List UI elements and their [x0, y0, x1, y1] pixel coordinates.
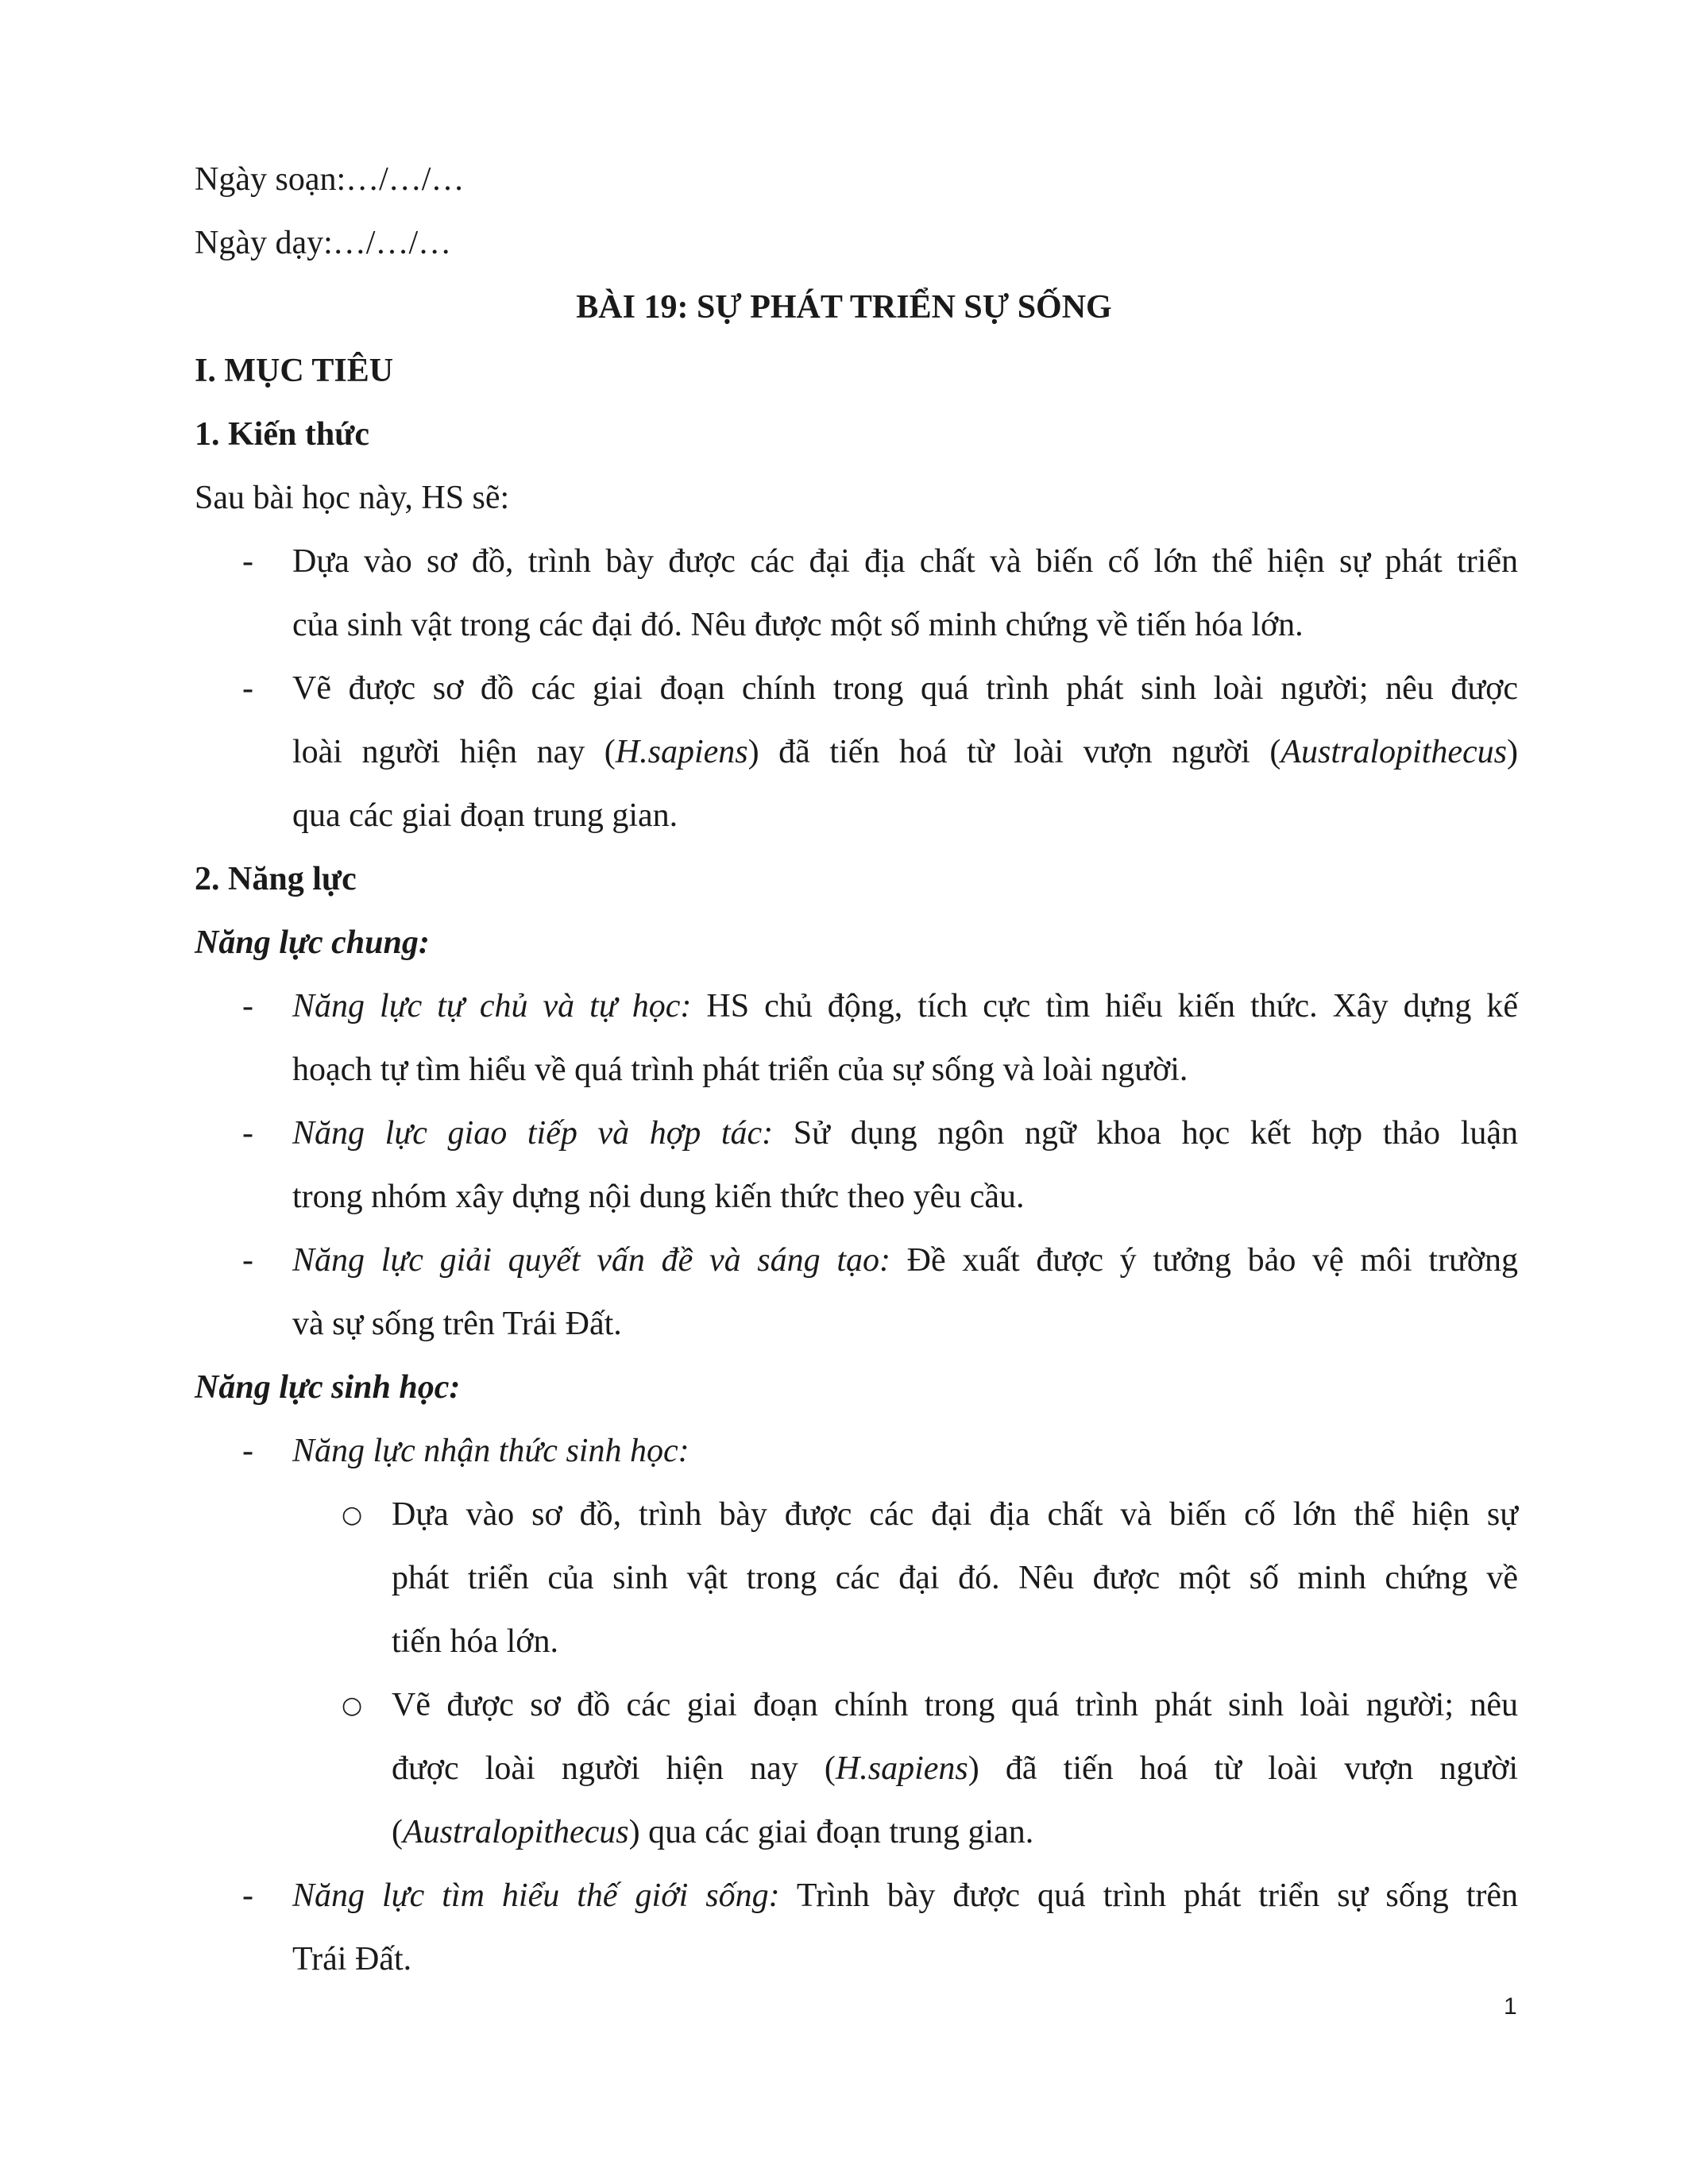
nl-sinhhoc1b-line1: Vẽ được sơ đồ các giai đoạn chính trong quá trình phát sinh loài người; nêu [392, 1687, 1518, 1723]
bullet-dash: - [242, 670, 253, 707]
bullet-dash: - [242, 1115, 253, 1152]
heading-nang-luc-chung: Năng lực chung: [195, 924, 430, 961]
nl-chung1-line2: hoạch tự tìm hiểu về quá trình phát triển của sự sống và loài người. [292, 1051, 1188, 1088]
ngay-soan: Ngày soạn:…/…/… [195, 161, 465, 198]
nl-chung1-line1: Năng lực tự chủ và tự học: HS chủ động, tích cực tìm hiểu kiến thức. Xây dựng kế [292, 988, 1519, 1024]
intro-text: Sau bài học này, HS sẽ: [195, 480, 510, 516]
nl-sinhhoc1a-line3: tiến hóa lớn. [392, 1623, 558, 1660]
kt-bullet2-line1: Vẽ được sơ đồ các giai đoạn chính trong quá trình phát sinh loài người; nêu được [292, 670, 1518, 707]
bullet-dash: - [242, 988, 253, 1024]
ngay-day: Ngày dạy:…/…/… [195, 225, 452, 261]
nl-chung2-line2: trong nhóm xây dựng nội dung kiến thức theo yêu cầu. [292, 1179, 1025, 1215]
nl-sinhhoc1b-line3: (Australopithecus) qua các giai đoạn trung gian. [392, 1814, 1034, 1850]
nl-sinhhoc1a-line1: Dựa vào sơ đồ, trình bày được các đại địa chất và biến cố lớn thể hiện sự [392, 1496, 1518, 1533]
nl-sinhhoc1b-line2: được loài người hiện nay (H.sapiens) đã tiến hoá từ loài vượn người [392, 1750, 1518, 1787]
bullet-circle: ○ [342, 1692, 363, 1719]
bullet-dash: - [242, 543, 253, 580]
bullet-circle: ○ [342, 1501, 363, 1529]
kt-bullet1-line1: Dựa vào sơ đồ, trình bày được các đại địa chất và biến cố lớn thể hiện sự phát triển [292, 543, 1518, 580]
page-number: 1 [1504, 1993, 1517, 2020]
nl-sinhhoc2-line1: Năng lực tìm hiểu thế giới sống: Trình bày được quá trình phát triển sự sống trên [292, 1877, 1519, 1914]
bullet-dash: - [242, 1242, 253, 1279]
nl-sinhhoc1-label: Năng lực nhận thức sinh học: [292, 1433, 689, 1469]
kt-bullet2-line2: loài người hiện nay (H.sapiens) đã tiến hoá từ loài vượn người (Australopithecus) [292, 734, 1519, 770]
nl-chung3-line1: Năng lực giải quyết vấn đề và sáng tạo: Đề xuất được ý tưởng bảo vệ môi trường [292, 1242, 1518, 1279]
heading-nang-luc-sinh-hoc: Năng lực sinh học: [195, 1369, 461, 1406]
kt-bullet2-line3: qua các giai đoạn trung gian. [292, 797, 678, 834]
subheading-nang-luc: 2. Năng lực [195, 861, 357, 897]
nl-sinhhoc2-line2: Trái Đất. [292, 1941, 412, 1978]
lesson-title: BÀI 19: SỰ PHÁT TRIỂN SỰ SỐNG [576, 289, 1112, 326]
subheading-kien-thuc: 1. Kiến thức [195, 416, 370, 453]
kt-bullet1-line2: của sinh vật trong các đại đó. Nêu được một số minh chứng về tiến hóa lớn. [292, 607, 1304, 643]
nl-sinhhoc1a-line2: phát triển của sinh vật trong các đại đó. Nêu được một số minh chứng về [392, 1560, 1518, 1596]
section-heading-muc-tieu: I. MỤC TIÊU [195, 353, 394, 389]
bullet-dash: - [242, 1877, 253, 1914]
nl-chung3-line2: và sự sống trên Trái Đất. [292, 1306, 622, 1342]
nl-chung2-line1: Năng lực giao tiếp và hợp tác: Sử dụng ngôn ngữ khoa học kết hợp thảo luận [292, 1115, 1518, 1152]
bullet-dash: - [242, 1433, 253, 1469]
